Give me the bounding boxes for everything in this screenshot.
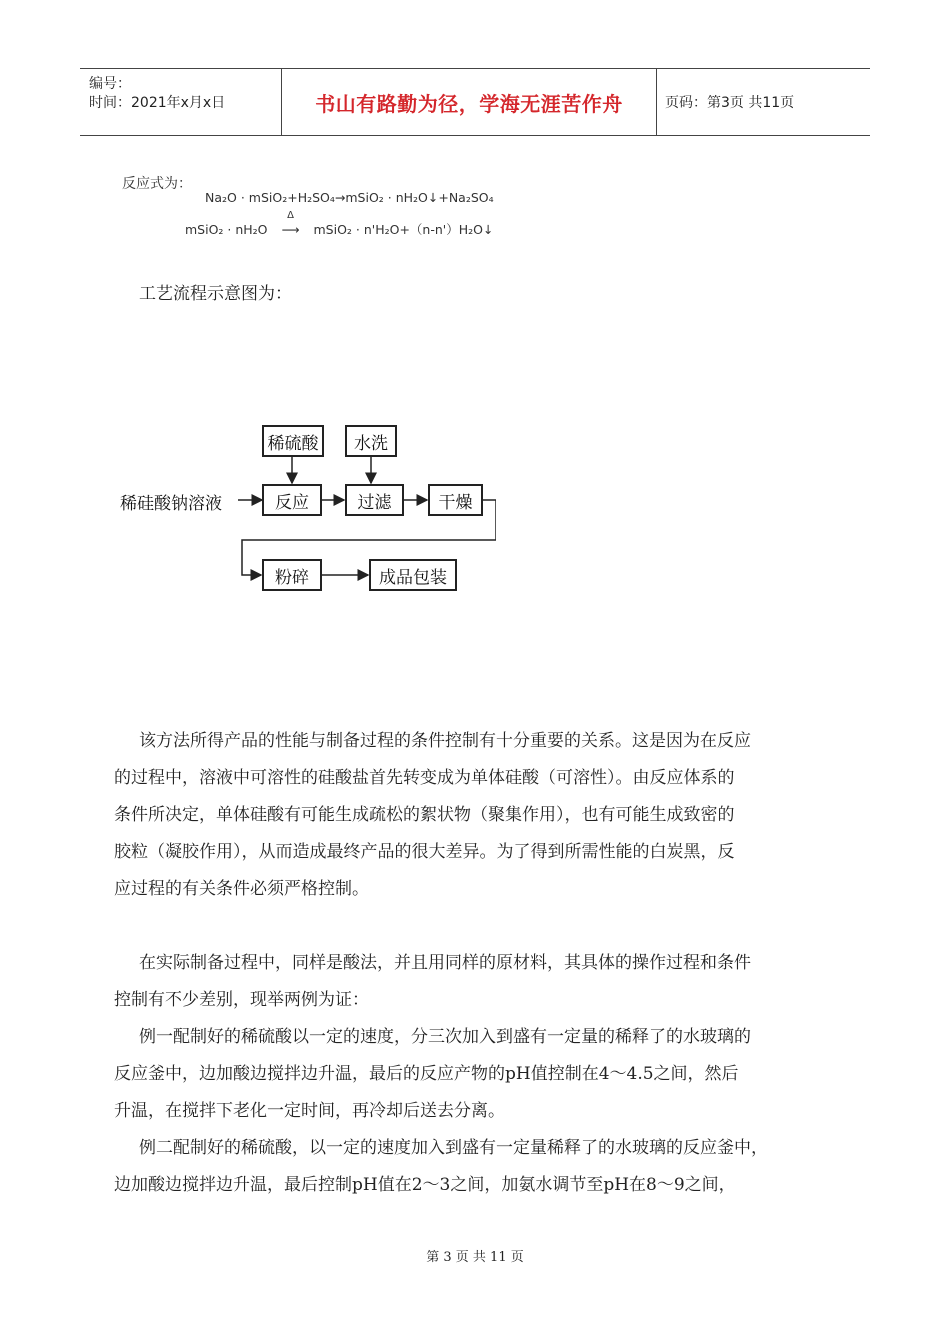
process-flowchart [116, 415, 496, 620]
reaction-equation-2 [185, 210, 494, 238]
heat-condition: Δ [287, 210, 294, 221]
paragraph-4 [114, 1130, 834, 1204]
reaction-equation-1: Na₂O · mSiO₂+H₂SO₄→mSiO₂ · nH₂O↓+Na₂SO₄ [205, 190, 494, 205]
paragraph-1 [114, 723, 834, 908]
paragraph-line: 应过程的有关条件必须严格控制。 [114, 879, 369, 899]
paragraph-3 [114, 1019, 834, 1130]
flow-title: 工艺流程示意图为： [139, 284, 292, 304]
flow-box-dry: 干燥 [428, 484, 483, 516]
flow-box-filter: 过滤 [345, 484, 404, 516]
flow-box-acid: 稀硫酸 [262, 425, 324, 457]
flow-input-label: 稀硅酸钠溶液 [120, 494, 222, 514]
reaction-equation-2-right: mSiO₂ · n'H₂O+（n-n'）H₂O↓ [313, 222, 494, 237]
paragraph-line: 控制有不少差别，现举两例为证： [114, 990, 369, 1010]
reaction-label: 反应式为： [122, 176, 192, 192]
flow-box-grind: 粉碎 [262, 559, 322, 591]
flow-box-package: 成品包装 [369, 559, 457, 591]
paragraph-line: 胶粒（凝胶作用），从而造成最终产品的很大差异。为了得到所需性能的白炭黑，反 [114, 842, 735, 862]
flow-box-water-wash: 水洗 [345, 425, 397, 457]
paragraph-line: 该方法所得产品的性能与制备过程的条件控制有十分重要的关系。这是因为在反应 [139, 731, 751, 751]
paragraph-2 [114, 945, 834, 1019]
page-footer: 第 3 页 共 11 页 [426, 1250, 524, 1265]
page-header [80, 68, 870, 136]
paragraph-line: 在实际制备过程中，同样是酸法，并且用同样的原材料，其具体的操作过程和条件 [139, 953, 751, 973]
header-page-number: 页码：第3页 共11页 [665, 95, 795, 111]
reaction-equation-2-left: mSiO₂ · nH₂O [185, 222, 268, 237]
heat-arrow: Δ ⟶ [272, 222, 310, 237]
paragraph-line: 例二配制好的稀硫酸，以一定的速度加入到盛有一定量稀释了的水玻璃的反应釜中， [139, 1138, 768, 1158]
paragraph-line: 反应釜中，边加酸边搅拌边升温，最后的反应产物的pH值控制在4～4.5之间，然后 [114, 1064, 739, 1084]
paragraph-line: 的过程中，溶液中可溶性的硅酸盐首先转变成为单体硅酸（可溶性）。由反应体系的 [114, 768, 735, 788]
paragraph-line: 例一配制好的稀硫酸以一定的速度，分三次加入到盛有一定量的稀释了的水玻璃的 [139, 1027, 751, 1047]
document-number-label: 编号： [89, 76, 131, 92]
header-motto: 书山有路勤为径，学海无涯苦作舟 [282, 69, 657, 135]
flow-box-reaction: 反应 [262, 484, 322, 516]
paragraph-line: 边加酸边搅拌边升温，最后控制pH值在2～3之间，加氨水调节至pH在8～9之间， [114, 1175, 736, 1195]
document-time-label: 时间：2021年x月x日 [89, 95, 226, 111]
paragraph-line: 升温，在搅拌下老化一定时间，再冷却后送去分离。 [114, 1101, 505, 1121]
paragraph-line: 条件所决定，单体硅酸有可能生成疏松的絮状物（聚集作用），也有可能生成致密的 [114, 805, 735, 825]
header-meta-cell [80, 69, 282, 135]
